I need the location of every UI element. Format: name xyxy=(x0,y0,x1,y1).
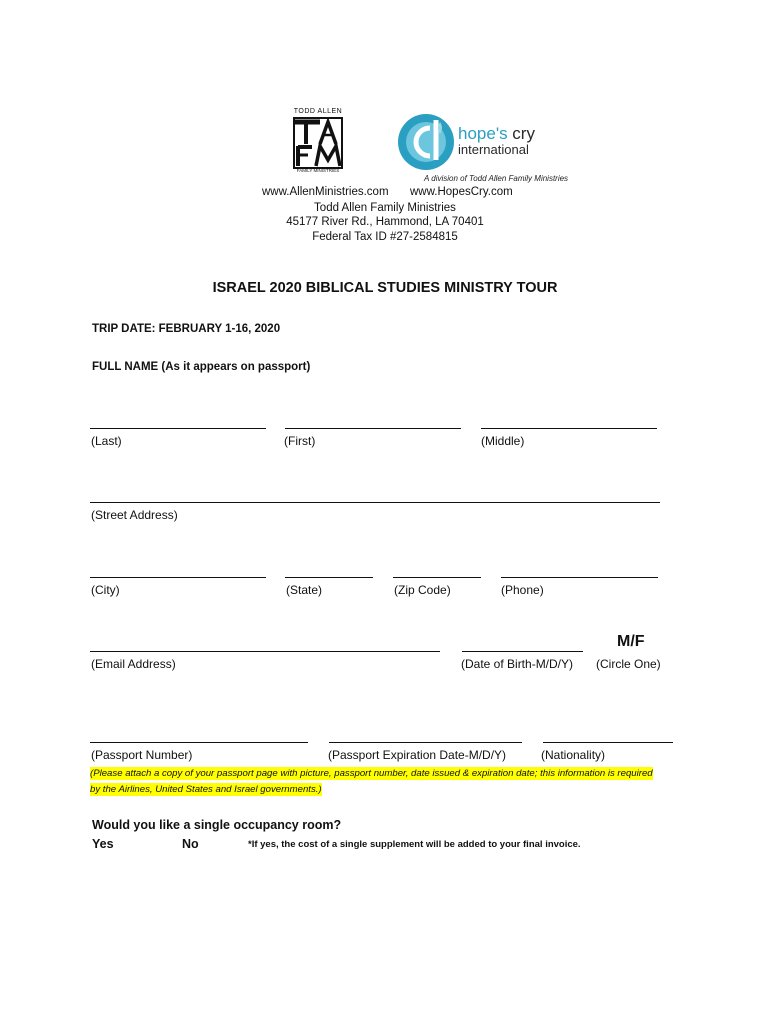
tafm-logo-top-text: TODD ALLEN xyxy=(293,108,343,115)
passport-expiration-field[interactable] xyxy=(329,742,522,743)
date-of-birth-field[interactable] xyxy=(462,651,583,652)
hopes-cry-logo-subtext: international xyxy=(458,142,529,157)
website-allen-ministries: www.AllenMinistries.com xyxy=(262,186,389,198)
passport-expiration-caption: (Passport Expiration Date-M/D/Y) xyxy=(328,748,507,762)
form-title: ISRAEL 2020 BIBLICAL STUDIES MINISTRY TOUR xyxy=(212,280,558,296)
city-caption: (City) xyxy=(91,583,120,597)
single-occupancy-question: Would you like a single occupancy room? xyxy=(92,818,342,832)
email-caption: (Email Address) xyxy=(91,657,176,671)
tafm-logo-bottom-text: FAMILY MINISTRIES xyxy=(296,168,340,173)
svg-text:TA FM: TA FM xyxy=(318,118,321,119)
street-address-field[interactable] xyxy=(90,502,660,503)
full-name-label: FULL NAME (As it appears on passport) xyxy=(92,361,311,373)
nationality-caption: (Nationality) xyxy=(541,748,606,762)
hopes-cry-logo-icon xyxy=(396,112,456,172)
phone-caption: (Phone) xyxy=(501,583,544,597)
zip-code-caption: (Zip Code) xyxy=(394,583,451,597)
last-name-caption: (Last) xyxy=(91,434,122,448)
division-tagline: A division of Todd Allen Family Ministries xyxy=(424,174,569,183)
first-name-field[interactable] xyxy=(285,428,461,429)
trip-date: TRIP DATE: FEBRUARY 1-16, 2020 xyxy=(92,323,281,335)
organization-name: Todd Allen Family Ministries xyxy=(314,202,456,214)
sex-selection[interactable]: M/F xyxy=(617,633,645,650)
first-name-caption: (First) xyxy=(284,434,316,448)
passport-number-caption: (Passport Number) xyxy=(91,748,193,762)
single-occupancy-no-option[interactable]: No xyxy=(182,837,199,851)
todd-allen-ministries-logo xyxy=(290,108,346,174)
passport-number-field[interactable] xyxy=(90,742,308,743)
nationality-field[interactable] xyxy=(543,742,673,743)
city-field[interactable] xyxy=(90,577,266,578)
organization-address: 45177 River Rd., Hammond, LA 70401 xyxy=(286,216,484,228)
hopes-cry-logo-text: hope's cry xyxy=(458,124,535,143)
federal-tax-id: Federal Tax ID #27-2584815 xyxy=(312,231,458,243)
state-field[interactable] xyxy=(285,577,373,578)
date-of-birth-caption: (Date of Birth-M/D/Y) xyxy=(461,657,574,671)
website-hopes-cry: www.HopesCry.com xyxy=(410,186,513,198)
last-name-field[interactable] xyxy=(90,428,266,429)
middle-name-caption: (Middle) xyxy=(481,434,525,448)
single-supplement-note: *If yes, the cost of a single supplement will be added to your final invoice. xyxy=(248,839,581,850)
zip-code-field[interactable] xyxy=(393,577,481,578)
passport-attachment-note: (Please attach a copy of your passport page with picture, passport number, date issued & expiration date; this information is required by the Airlines, United States and Israel governments.) xyxy=(90,768,653,795)
single-occupancy-yes-option[interactable]: Yes xyxy=(92,837,114,851)
middle-name-field[interactable] xyxy=(481,428,657,429)
circle-one-caption: (Circle One) xyxy=(596,657,661,671)
state-caption: (State) xyxy=(286,583,323,597)
email-field[interactable] xyxy=(90,651,440,652)
phone-field[interactable] xyxy=(501,577,658,578)
street-address-caption: (Street Address) xyxy=(91,508,178,522)
